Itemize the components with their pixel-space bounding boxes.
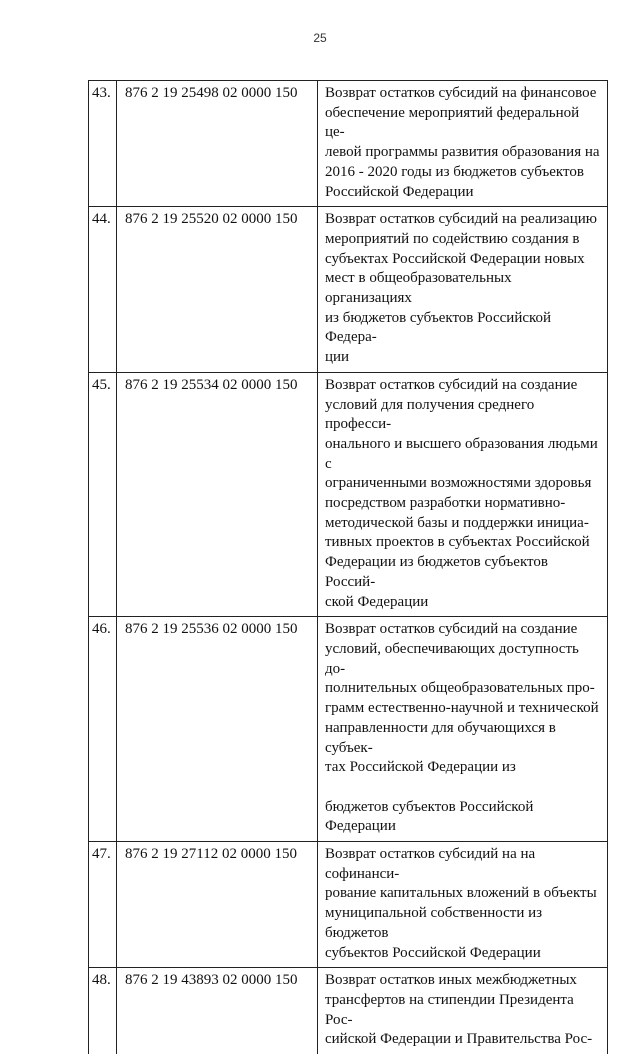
- budget-code: 876 2 19 43893 02 0000 150: [117, 968, 318, 1054]
- row-number: 44.: [89, 207, 117, 373]
- row-number: 45.: [89, 372, 117, 616]
- row-description: Возврат остатков субсидий на реализацию мероприятий по содействию создания в субъектах Российской Федерации новых мест в общеобразовательных организациях из бюджетов субъектов Российской Федера- ции: [318, 207, 608, 373]
- row-description: Возврат остатков иных межбюджетных трансфертов на стипендии Президента Рос- сийской Федерации и Правительства Рос-: [318, 968, 608, 1054]
- budget-codes-table: [88, 80, 608, 1054]
- budget-code: 876 2 19 25536 02 0000 150: [117, 617, 318, 842]
- table-row: [89, 81, 608, 207]
- row-number: 48.: [89, 968, 117, 1054]
- table-row: [89, 372, 608, 616]
- row-description: Возврат остатков субсидий на создание условий для получения среднего професси- онального и высшего образования людьми с ограниченными возможностями здоровья посредством разработки нормативно- методической базы и поддержки инициа- тивных проектов в субъектах Российской Федерации из бюджетов субъектов Россий- ской Федерации: [318, 372, 608, 616]
- row-number: 47.: [89, 842, 117, 968]
- table-row: [89, 968, 608, 1054]
- row-description: Возврат остатков субсидий на финансовое обеспечение мероприятий федеральной це- левой программы развития образования на 2016 - 2020 годы из бюджетов субъектов Российской Федерации: [318, 81, 608, 207]
- row-description: Возврат остатков субсидий на создание условий, обеспечивающих доступность до- полнительных общеобразовательных про- грамм естественно-научной и технической направленности для обучающихся в субъек- тах Российской Федерации из бюджетов субъектов Российской Федерации: [318, 617, 608, 842]
- row-number: 46.: [89, 617, 117, 842]
- budget-code: 876 2 19 27112 02 0000 150: [117, 842, 318, 968]
- budget-code: 876 2 19 25498 02 0000 150: [117, 81, 318, 207]
- budget-code: 876 2 19 25520 02 0000 150: [117, 207, 318, 373]
- table-row: [89, 207, 608, 373]
- page-number: 25: [313, 31, 327, 45]
- row-number: 43.: [89, 81, 117, 207]
- table-row: [89, 617, 608, 842]
- row-description: Возврат остатков субсидий на на софинанси- рование капитальных вложений в объекты муниципальной собственности из бюджетов субъектов Российской Федерации: [318, 842, 608, 968]
- budget-code: 876 2 19 25534 02 0000 150: [117, 372, 318, 616]
